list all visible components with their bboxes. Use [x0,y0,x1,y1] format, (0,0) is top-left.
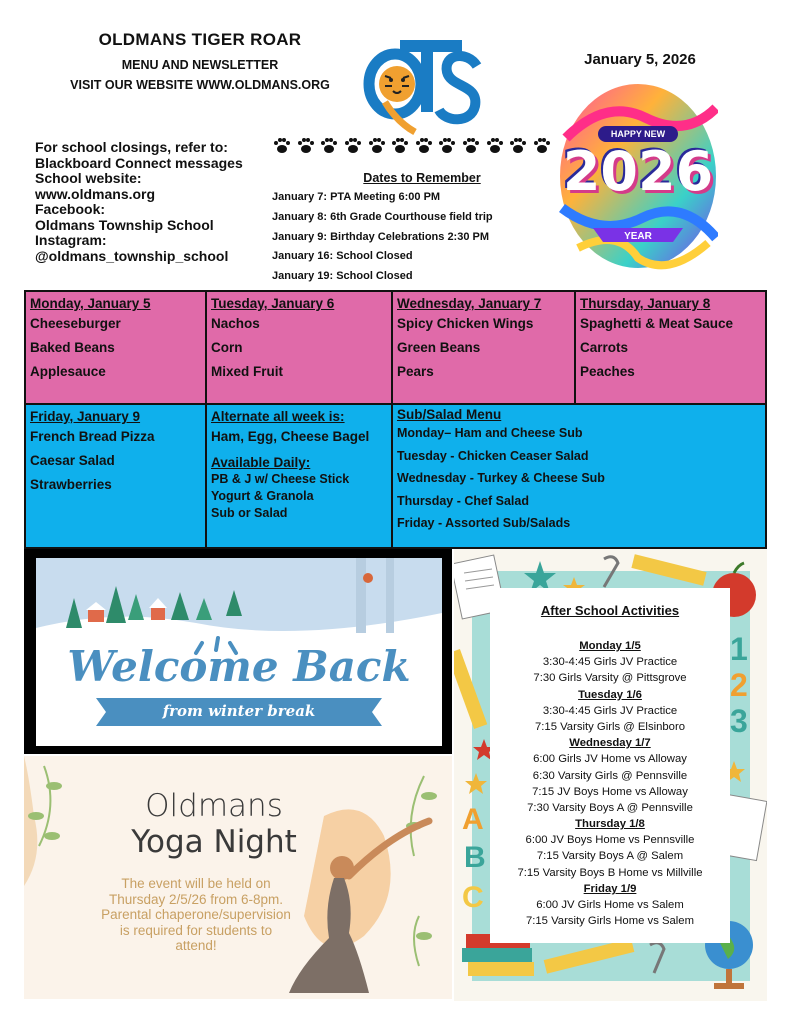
menu-thursday [576,292,765,405]
activity-day-heading: Wednesday 1/7 [569,737,651,750]
welcome-back-ribbon: from winter break [162,702,316,720]
menu-sub-salad [393,405,765,547]
activity-event: 3:30-4:45 Girls JV Practice [542,704,678,717]
decor-letter-c: C [462,881,484,914]
menu-friday [26,405,207,547]
yoga-detail-line: The event will be held on [121,876,271,891]
lunch-menu-grid [24,290,767,549]
school-closings-info [35,140,275,264]
yoga-title-line2: Yoga Night [131,824,297,860]
paw-icon [437,136,457,156]
paw-print-divider [272,136,552,162]
menu-item: Corn [211,340,243,355]
school-logo [355,26,485,136]
activity-day-heading: Thursday 1/8 [575,818,645,831]
decor-number-2: 2 [730,667,748,703]
daily-item: Yogurt & Granola [211,489,314,503]
closings-website-link[interactable]: www.oldmans.org [35,185,156,202]
website-line: VISIT OUR WEBSITE WWW.OLDMANS.ORG [70,78,330,92]
alternate-heading: Alternate all week is: [211,409,345,424]
daily-item: PB & J w/ Cheese Stick [211,472,350,486]
menu-item: Caesar Salad [30,453,115,468]
date-item: January 19: School Closed [272,270,413,283]
activity-event: 7:30 Girls Varsity @ Pittsgrove [533,672,687,685]
paw-icon [319,136,339,156]
menu-item: French Bread Pizza [30,429,155,444]
paw-icon [485,136,505,156]
menu-item: Pears [397,364,434,379]
new-year-graphic [558,78,718,274]
newsletter-subtitle: MENU AND NEWSLETTER [121,58,279,72]
yoga-detail-line: Thursday 2/5/26 from 6-8pm. [108,891,284,907]
menu-item: Baked Beans [30,340,115,355]
paw-icon [532,136,552,156]
menu-day-heading: Monday, January 5 [30,296,151,311]
yoga-details [86,876,306,954]
closings-line: For school closings, refer to: [35,139,228,155]
closings-line: Facebook: [35,201,106,217]
date-item: January 16: School Closed [272,250,413,263]
activity-event: 6:00 JV Boys Home vs Pennsville [525,834,695,847]
date-item: January 8: 6th Grade Courthouse field trip [272,210,493,223]
sub-salad-item: Tuesday - Chicken Ceaser Salad [397,448,589,463]
menu-tuesday [207,292,393,405]
sub-salad-item: Friday - Assorted Sub/Salads [397,516,571,530]
paw-icon [390,136,410,156]
decor-letter-a: A [462,803,484,836]
menu-item: Green Beans [397,340,481,355]
decor-number-1: 1 [730,631,748,667]
menu-item: Cheeseburger [30,316,121,331]
yoga-detail-line: Parental chaperone/supervision [101,907,291,922]
activity-event: 6:00 Girls JV Home vs Alloway [533,753,687,766]
banner-year-word: YEAR [624,231,652,242]
activity-event: 6:00 JV Girls Home vs Salem [536,899,684,911]
menu-monday [26,292,207,405]
yoga-detail-line: attend! [175,938,217,953]
menu-item: Spaghetti & Meat Sauce [580,316,734,331]
menu-item: Spicy Chicken Wings [397,316,534,331]
closings-line: Instagram: [35,232,107,248]
menu-item: Carrots [580,340,629,355]
paw-icon [367,136,387,156]
activity-event: 7:15 Varsity Girls @ Elsinboro [534,720,685,733]
activity-event: 7:15 Varsity Boys A @ Salem [536,850,684,863]
welcome-back-card [36,558,442,746]
menu-day-heading: Thursday, January 8 [580,296,711,311]
closings-line: Blackboard Connect messages [35,154,243,171]
activity-event: 7:30 Varsity Boys A @ Pennsville [527,801,693,814]
menu-item: Strawberries [30,477,112,492]
activity-event: 7:15 Varsity Boys B Home vs Millville [517,866,703,879]
activity-event: 6:30 Varsity Girls @ Pennsville [532,769,688,782]
closings-facebook-link[interactable]: Oldmans Township School [35,216,214,233]
menu-item: Applesauce [30,364,106,379]
paw-icon [272,136,292,156]
activity-event: 7:15 Varsity Girls Home vs Salem [525,915,695,928]
menu-day-heading: Wednesday, January 7 [397,296,542,311]
menu-item: Peaches [580,364,635,379]
alternate-item: Ham, Egg, Cheese Bagel [211,429,370,444]
activity-day-heading: Friday 1/9 [583,882,637,895]
activity-event: 3:30-4:45 Girls JV Practice [542,656,678,669]
menu-day-heading: Friday, January 9 [30,409,141,424]
decor-number-3: 3 [730,703,748,739]
yoga-title-line1: Oldmans [145,788,283,824]
activity-day-heading: Tuesday 1/6 [578,688,642,701]
menu-item: Mixed Fruit [211,364,284,379]
issue-date: January 5, 2026 [584,51,696,68]
menu-wednesday [393,292,576,405]
menu-alternate [207,405,393,547]
date-item: January 9: Birthday Celebrations 2:30 PM [272,230,490,243]
paw-icon [461,136,481,156]
activity-day-heading: Monday 1/5 [579,640,641,652]
closings-instagram-link[interactable]: @oldmans_township_school [35,247,229,264]
yoga-night-flyer [24,756,452,999]
paw-icon [296,136,316,156]
sub-salad-heading: Sub/Salad Menu [397,407,502,422]
menu-item: Nachos [211,316,260,331]
paw-icon [414,136,434,156]
banner-happy-new: HAPPY NEW [610,129,666,139]
dates-to-remember [272,168,572,290]
available-daily-heading: Available Daily: [211,455,311,470]
menu-day-heading: Tuesday, January 6 [211,296,335,311]
banner-year-number: 2026 [562,140,714,203]
paw-icon [508,136,528,156]
paw-icon [343,136,363,156]
date-item: January 7: PTA Meeting 6:00 PM [272,191,441,203]
closings-line: School website: [35,170,142,186]
newsletter-title: OLDMANS TIGER ROAR [98,30,302,49]
welcome-back-title: Welcome Back [67,642,411,691]
sub-salad-item: Thursday - Chef Salad [397,493,529,508]
activity-event: 7:15 JV Boys Home vs Alloway [532,785,688,798]
dates-title: Dates to Remember [363,171,481,185]
yoga-detail-line: is required for students to [119,922,273,938]
daily-item: Sub or Salad [211,506,288,520]
activities-title: After School Activities [540,603,680,618]
decor-letter-b: B [464,841,486,874]
sub-salad-item: Monday– Ham and Cheese Sub [397,426,583,440]
activities-schedule [480,638,740,929]
sub-salad-item: Wednesday - Turkey & Cheese Sub [397,471,605,485]
